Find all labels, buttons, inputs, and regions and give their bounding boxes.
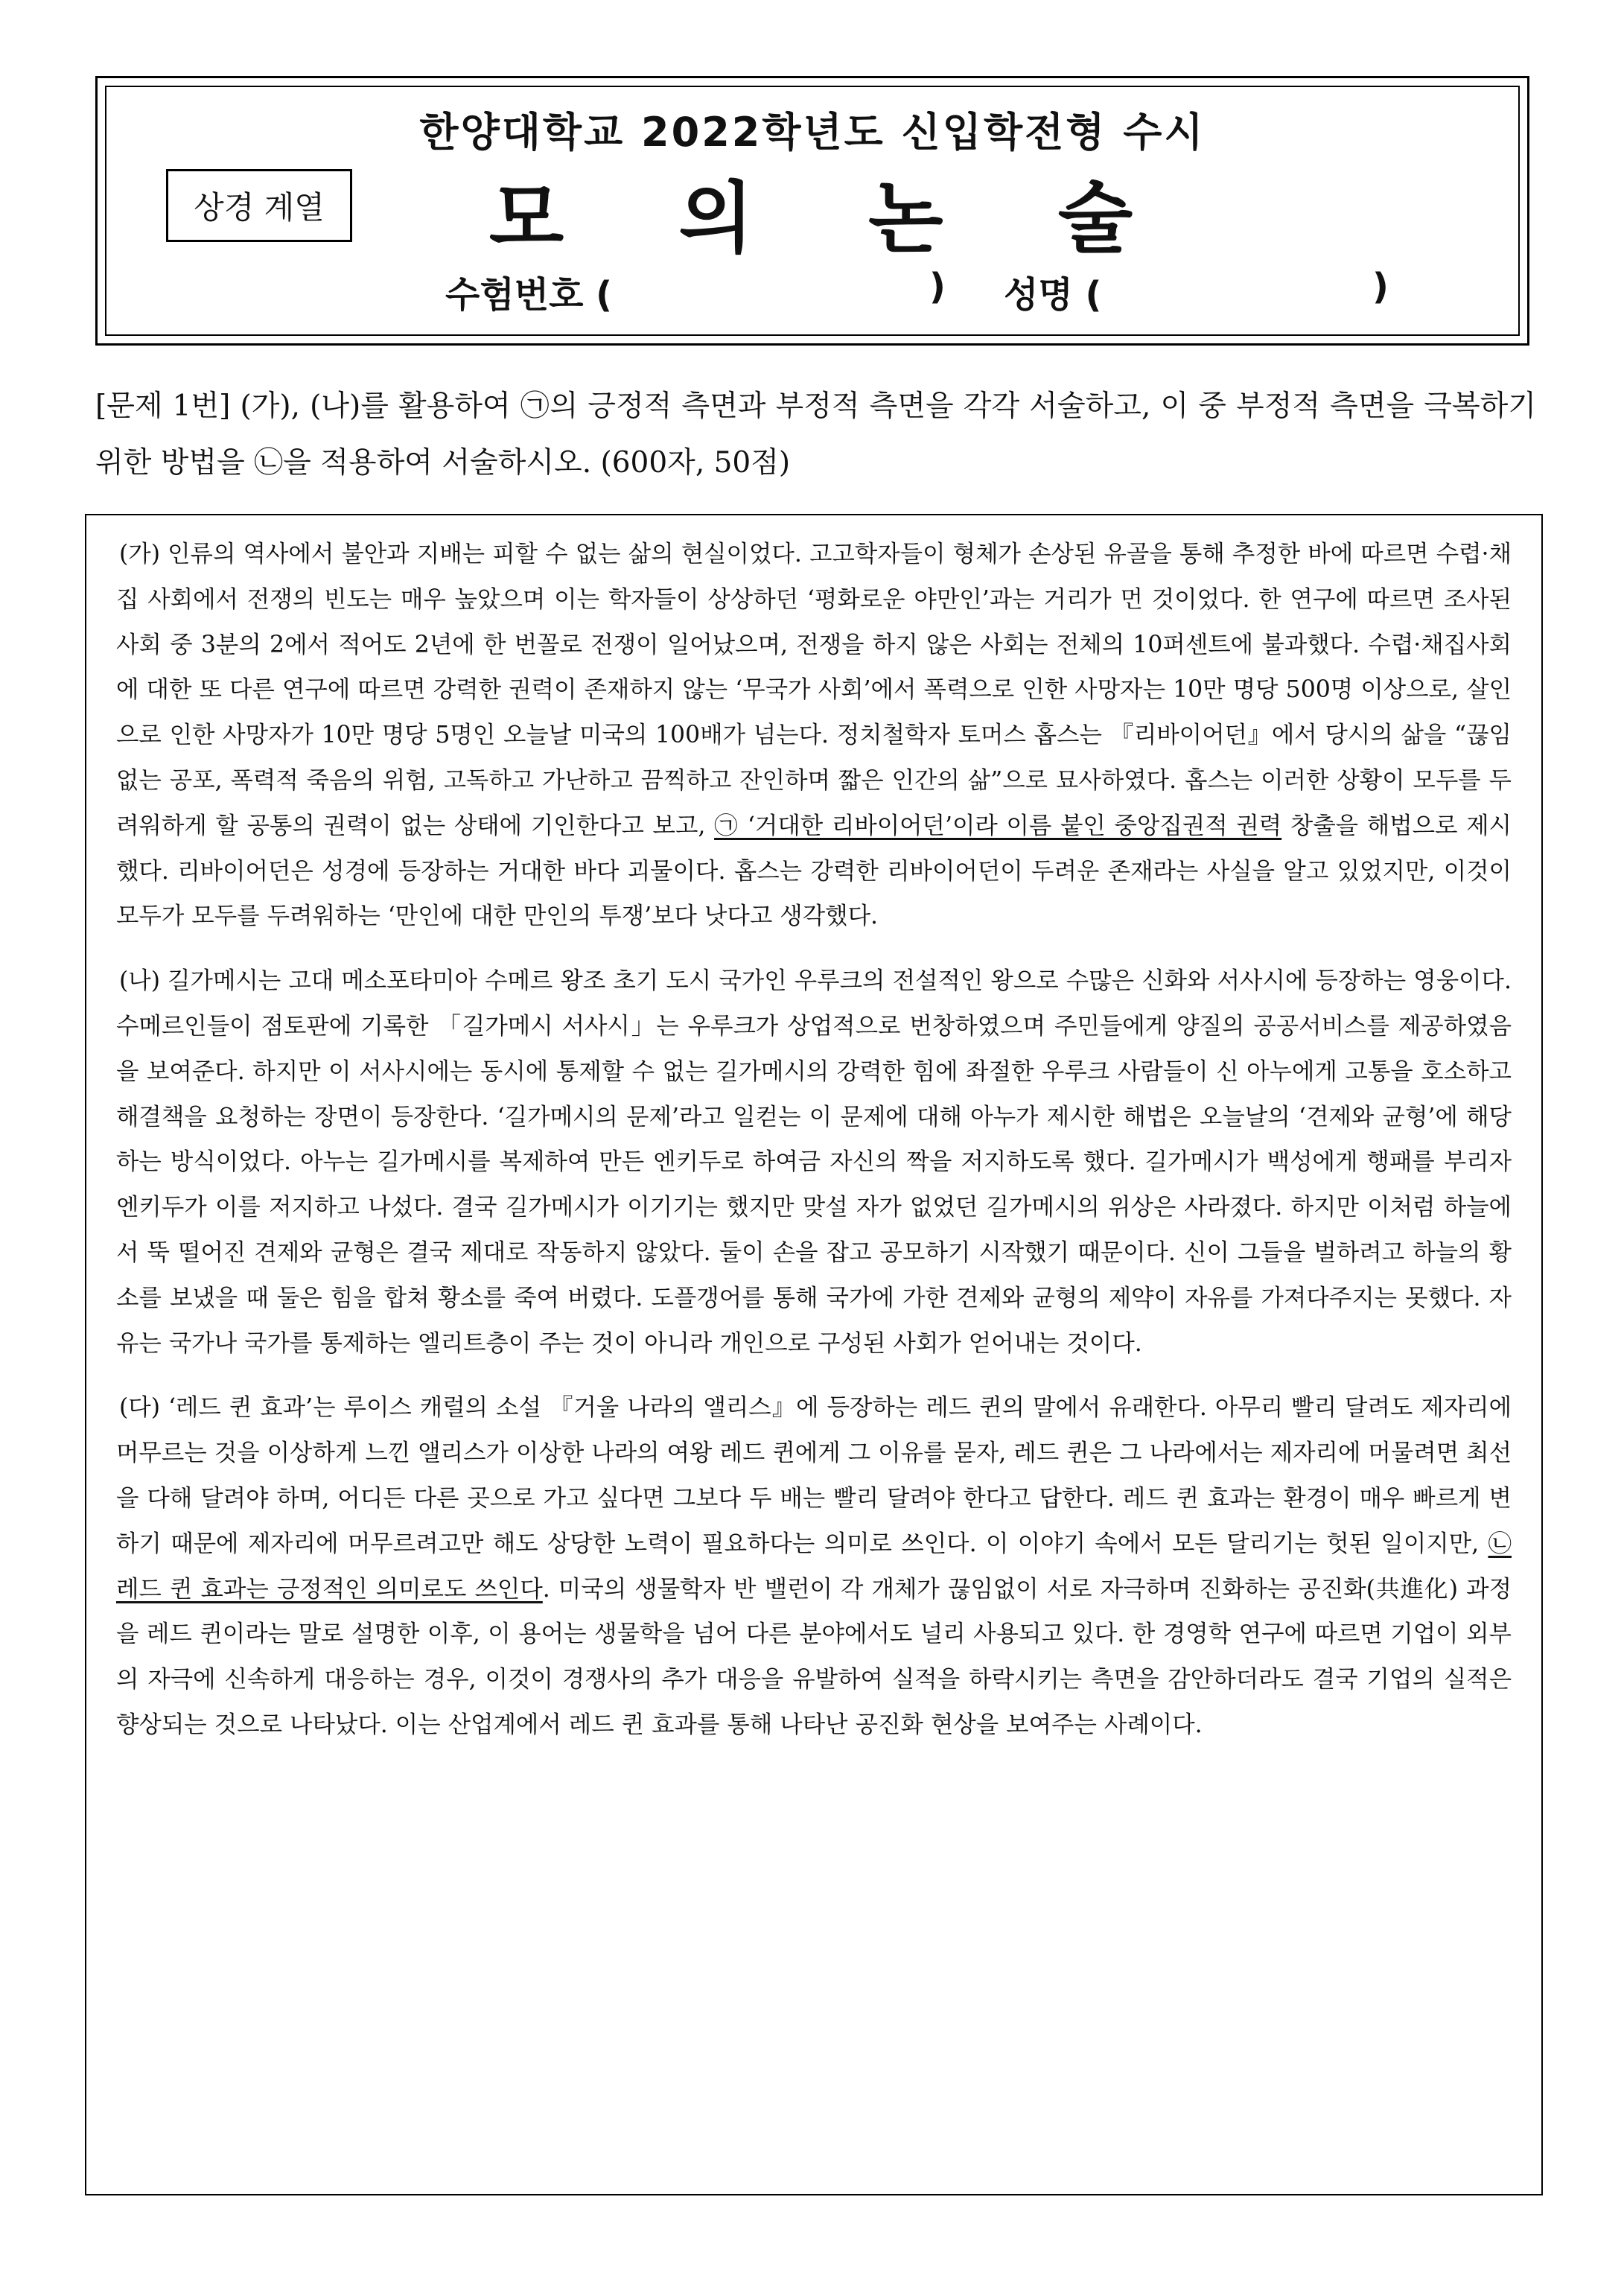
passage-box [85, 514, 1543, 2195]
exam-title: 모 의 논 술 [488, 173, 1136, 264]
passage-da-underlined: ㉡ 레드 퀸 효과는 긍정적인 의미로도 쓰인다 [116, 1530, 1512, 1603]
question-1: [문제 1번] (가), (나)를 활용하여 ㉠의 긍정적 측면과 부정적 측면을 각각 서술하고, 이 중 부정적 측면을 극복하기 위한 방법을 ㉡을 적용하여 서술하시오. (600자, 50점) [95, 389, 1536, 480]
passage-ga-text-2: 창출을 해법으로 제시했다. 리바이어던은 성경에 등장하는 거대한 바다 괴물이다. 홉스는 강력한 리바이어던이 두려운 존재라는 사실을 알고 있었지만, 이것이 모두가 모두를 두려워하는 ‘만인에 대한 만인의 투쟁’보다 낫다고 생각했다. [116, 812, 1512, 930]
exam-number-close: ) [929, 266, 946, 308]
exam-number-label: 수험번호 ( [445, 274, 613, 316]
passage-na: (나) 길가메시는 고대 메소포타미아 수메르 왕조 초기 도시 국가인 우루크의 전설적인 왕으로 수많은 신화와 서사시에 등장하는 영웅이다. 수메르인들이 점토판에 기록한 「길가메시 서사시」는 우루크가 상업적으로 번창하였으며 주민들에게 양질의 공공서비스를 제공하였음을 보여준다. 하지만 이 서사시에는 동시에 통제할 수 없는 길가메시의 강력한 힘에 좌절한 우루크 사람들이 신 아누에게 고통을 호소하고 해결책을 요청하는 장면이 등장한다. ‘길가메시의 문제’라고 일컫는 이 문제에 대해 아누가 제시한 해법은 오늘날의 ‘견제와 균형’에 해당하는 방식이었다. 아누는 길가메시를 복제하여 만든 엔키두로 하여금 자신의 짝을 저지하도록 했다. 길가메시가 백성에게 행패를 부리자 엔키두가 이를 저지하고 나섰다. 결국 길가메시가 이기기는 했지만 맞설 자가 없었던 길가메시의 위상은 사라졌다. 하지만 이처럼 하늘에서 뚝 떨어진 견제와 균형은 결국 제대로 작동하지 않았다. 둘이 손을 잡고 공모하기 시작했기 때문이다. 신이 그들을 벌하려고 하늘의 황소를 보냈을 때 둘은 힘을 합쳐 황소를 죽여 버렸다. 도플갱어를 통해 국가에 가한 견제와 균형의 제약이 자유를 가져다주지는 못했다. 자유는 국가나 국가를 통제하는 엘리트층이 주는 것이 아니라 개인으로 구성된 사회가 얻어내는 것이다. [116, 967, 1512, 1357]
name-close: ) [1372, 266, 1389, 308]
passage-da-text-2: . 미국의 생물학자 반 밸런이 각 개체가 끊임없이 서로 자극하며 진화하는 공진화(共進化) 과정을 레드 퀸이라는 말로 설명한 이후, 이 용어는 생물학을 넘어 다른 분야에서도 널리 사용되고 있다. 한 경영학 연구에 따르면 기업이 외부의 자극에 신속하게 대응하는 경우, 이것이 경쟁사의 추가 대응을 유발하여 실적을 하락시키는 측면을 감안하더라도 결국 기업의 실적은 향상되는 것으로 나타났다. 이는 산업계에서 레드 퀸 효과를 통해 나타난 공진화 현상을 보여주는 사례이다. [116, 1575, 1512, 1738]
passage-da-text-1: (다) ‘레드 퀸 효과’는 루이스 캐럴의 소설 『거울 나라의 앨리스』에 등장하는 레드 퀸의 말에서 유래한다. 아무리 빨리 달려도 제자리에 머무르는 것을 이상하게 느낀 앨리스가 이상한 나라의 여왕 레드 퀸에게 그 이유를 묻자, 레드 퀸은 그 나라에서는 제자리에 머물려면 최선을 다해 달려야 하며, 어디든 다른 곳으로 가고 싶다면 그보다 두 배는 빨리 달려야 한다고 답한다. 레드 퀸 효과는 환경이 매우 빠르게 변하기 때문에 제자리에 머무르려고만 해도 상당한 노력이 필요하다는 의미로 쓰인다. 이 이야기 속에서 모든 달리기는 헛된 일이지만, [116, 1394, 1512, 1557]
passage-ga [116, 532, 1512, 939]
passage-ga-underlined: ㉠ ‘거대한 리바이어던’이라 이름 붙인 중앙집권적 권력 [714, 812, 1282, 839]
track-label: 상경 계열 [166, 169, 352, 242]
name-label: 성명 ( [1004, 274, 1102, 316]
university-title: 한양대학교 2022학년도 신입학전형 수시 [419, 109, 1206, 156]
exam-header [95, 76, 1529, 346]
passage-ga-text-1: (가) 인류의 역사에서 불안과 지배는 피할 수 없는 삶의 현실이었다. 고고학자들이 형체가 손상된 유골을 통해 추정한 바에 따르면 수렵·채집 사회에서 전쟁의 빈도는 매우 높았으며 이는 학자들이 상상하던 ‘평화로운 야만인’과는 거리가 먼 것이었다. 한 연구에 따르면 조사된 사회 중 3분의 2에서 적어도 2년에 한 번꼴로 전쟁이 일어났으며, 전쟁을 하지 않은 사회는 전체의 10퍼센트에 불과했다. 수렵·채집사회에 대한 또 다른 연구에 따르면 강력한 권력이 존재하지 않는 ‘무국가 사회’에서 폭력으로 인한 사망자는 10만 명당 500명 이상으로, 살인으로 인한 사망자가 10만 명당 5명인 오늘날 미국의 100배가 넘는다. 정치철학자 토머스 홉스는 『리바이어던』에서 당시의 삶을 “끊임없는 공포, 폭력적 죽음의 위험, 고독하고 가난하고 끔찍하고 잔인하며 짧은 인간의 삶”으로 묘사하였다. 홉스는 이러한 상황이 모두를 두려워하게 할 공통의 권력이 없는 상태에 기인한다고 보고, [116, 541, 1512, 839]
exam-header-inner-frame [105, 86, 1520, 336]
passage-da [116, 1385, 1512, 1747]
